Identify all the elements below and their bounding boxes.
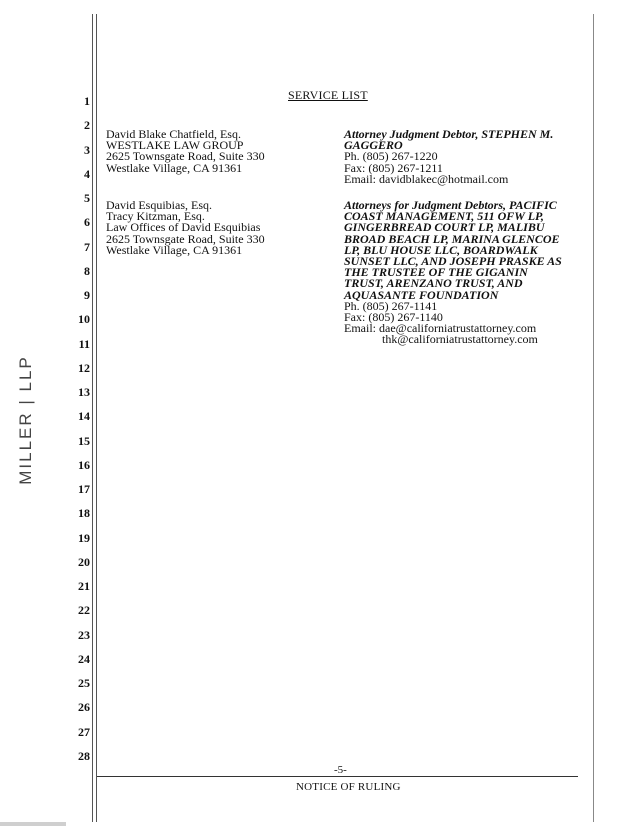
role-line: THE TRUSTEE OF THE GIGANIN (344, 265, 528, 280)
entry-line: Tracy Kitzman, Esq. (106, 209, 205, 224)
line-number: 16 (78, 457, 90, 472)
line-number: 22 (78, 603, 90, 618)
entry-line: David Blake Chatfield, Esq. (106, 127, 241, 141)
entry-line: Westlake Village, CA 91361 (106, 160, 243, 175)
role-line: COAST MANAGEMENT, 511 OFW LP, (344, 209, 544, 224)
role-line: Attorneys for Judgment Debtors, PACIFIC (344, 198, 557, 212)
role-line: BROAD BEACH LP, MARINA GLENCOE (344, 231, 560, 246)
line-number: 23 (78, 627, 90, 642)
line-number: 25 (78, 676, 90, 690)
service-entry-pacific-coast (344, 200, 562, 346)
service-entry-gaggero (344, 129, 553, 185)
line-number: 4 (84, 166, 90, 181)
line-number: 27 (78, 724, 90, 739)
line-number: 6 (84, 215, 90, 230)
line-number: 26 (78, 700, 90, 715)
line-number: 14 (78, 409, 90, 424)
email-line-secondary: thk@californiatrustattorney.com (382, 332, 538, 347)
firm-watermark: MILLER | LLP (16, 355, 35, 485)
service-list-title: SERVICE LIST (288, 88, 368, 102)
phone-line: Ph. (805) 267-1141 (344, 298, 438, 313)
entry-line: Law Offices of David Esquibias (106, 220, 261, 235)
line-number: 10 (78, 312, 90, 327)
line-number: 2 (84, 118, 90, 133)
line-number: 9 (84, 288, 90, 302)
line-number: 5 (84, 191, 90, 205)
entry-line: 2625 Townsgate Road, Suite 330 (106, 149, 265, 164)
role-line: Attorney Judgment Debtor, STEPHEN M. (344, 127, 554, 141)
line-number: 19 (78, 530, 90, 545)
line-number: 8 (84, 263, 90, 278)
fax-line: Fax: (805) 267-1140 (344, 310, 443, 325)
entry-line: WESTLAKE LAW GROUP (106, 138, 244, 153)
phone-line: Ph. (805) 267-1220 (344, 149, 438, 164)
line-number: 18 (78, 506, 90, 521)
left-margin-rule (92, 14, 93, 822)
footer-rule (97, 776, 578, 777)
line-number: 7 (84, 239, 90, 254)
role-line: LP, BLU HOUSE LLC, BOARDWALK (344, 242, 538, 257)
entry-line: Westlake Village, CA 91361 (106, 242, 243, 257)
service-entry-chatfield (106, 129, 265, 174)
footer-document-title: NOTICE OF RULING (296, 781, 401, 793)
fax-line: Fax: (805) 267-1211 (344, 160, 443, 175)
scan-edge-mark (0, 822, 66, 826)
line-number: 28 (78, 748, 90, 763)
role-line: GINGERBREAD COURT LP, MALIBU (344, 220, 545, 235)
line-number: 20 (78, 554, 90, 569)
service-entry-esquibias (106, 200, 265, 256)
role-line: SUNSET LLC, AND JOSEPH PRASKE AS (344, 254, 562, 269)
email-line: Email: davidblakec@hotmail.com (344, 171, 509, 186)
line-number: 1 (84, 94, 90, 108)
line-number: 15 (78, 433, 90, 448)
line-number: 3 (84, 142, 90, 157)
email-line: Email: dae@californiatrustattorney.com (344, 321, 537, 336)
role-line: GAGGERO (344, 138, 403, 153)
entry-line: David Esquibias, Esq. (106, 198, 212, 212)
role-line: AQUASANTE FOUNDATION (344, 287, 499, 302)
line-number: 13 (78, 385, 90, 399)
left-margin-rule-inner (96, 14, 97, 822)
page-number: -5- (334, 764, 347, 776)
role-line: TRUST, ARENZANO TRUST, AND (344, 276, 523, 291)
line-number: 21 (78, 579, 90, 593)
line-number: 12 (78, 360, 90, 375)
line-number: 24 (78, 651, 90, 666)
line-number: 11 (78, 336, 90, 351)
line-number: 17 (78, 482, 90, 496)
right-margin-rule (593, 14, 594, 822)
entry-line: 2625 Townsgate Road, Suite 330 (106, 231, 265, 246)
